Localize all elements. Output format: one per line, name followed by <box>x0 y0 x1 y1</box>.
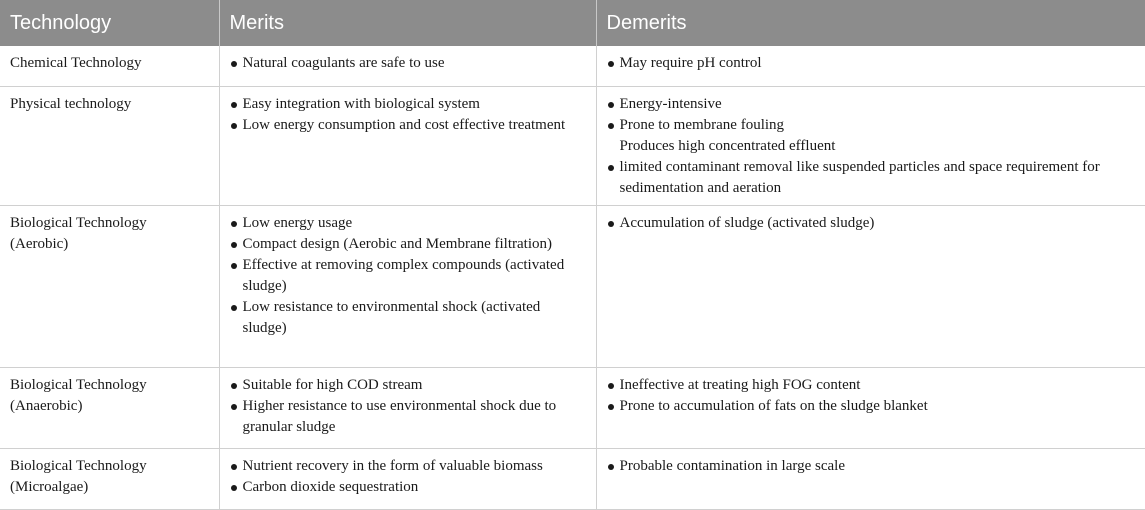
demerit-text: Produces high concentrated effluent <box>619 137 836 154</box>
merits-cell <box>219 86 596 205</box>
list-item <box>607 375 1136 396</box>
merit-text: Higher resistance to use environmental shock due to granular sludge <box>242 397 557 435</box>
merit-text: Compact design (Aerobic and Membrane filtration) <box>242 235 552 252</box>
list-item <box>230 375 586 396</box>
merits-list <box>230 456 586 498</box>
demerit-text: Ineffective at treating high FOG content <box>619 376 861 393</box>
demerits-cell <box>596 367 1145 448</box>
technology-cell <box>0 205 219 367</box>
list-item <box>607 213 1136 234</box>
list-item <box>230 115 586 136</box>
demerits-list <box>607 375 1136 417</box>
list-item <box>607 115 1136 136</box>
table-row <box>0 367 1145 448</box>
merits-cell <box>219 448 596 509</box>
list-item <box>607 94 1136 115</box>
technology-cell <box>0 367 219 448</box>
list-item <box>607 53 1136 74</box>
merit-text: Carbon dioxide sequestration <box>242 478 419 495</box>
technology-label: Biological Technology <box>10 214 147 231</box>
technology-label: Biological Technology <box>10 457 147 474</box>
list-item <box>230 213 586 234</box>
demerits-list <box>607 456 1136 477</box>
merit-text: Low energy consumption and cost effective treatment <box>242 116 566 133</box>
merit-text: Nutrient recovery in the form of valuable biomass <box>242 457 543 474</box>
list-item <box>230 477 586 498</box>
technology-cell <box>0 86 219 205</box>
header-technology: Technology <box>0 0 219 46</box>
merit-text: Suitable for high COD stream <box>242 376 423 393</box>
header-merits: Merits <box>219 0 596 46</box>
list-item <box>230 456 586 477</box>
merits-cell <box>219 205 596 367</box>
list-item <box>230 94 586 115</box>
technology-label: Physical technology <box>10 95 132 112</box>
demerit-text: Probable contamination in large scale <box>619 457 845 474</box>
demerits-cell <box>596 46 1145 86</box>
demerit-text: Prone to accumulation of fats on the sludge blanket <box>619 397 928 414</box>
merits-cell <box>219 46 596 86</box>
demerits-list <box>607 53 1136 74</box>
demerit-text: Accumulation of sludge (activated sludge) <box>619 214 875 231</box>
table-row <box>0 205 1145 367</box>
demerits-cell <box>596 86 1145 205</box>
merit-text: Effective at removing complex compounds (activated sludge) <box>242 256 565 294</box>
technology-cell <box>0 46 219 86</box>
table-row <box>0 46 1145 86</box>
list-item <box>230 396 586 438</box>
list-item <box>230 53 586 74</box>
list-item <box>607 136 1136 157</box>
list-item <box>607 396 1136 417</box>
list-item <box>230 297 586 339</box>
demerit-text: Energy-intensive <box>619 95 722 112</box>
technology-label: (Aerobic) <box>10 235 69 252</box>
merit-text: Easy integration with biological system <box>242 95 480 112</box>
merits-list <box>230 375 586 438</box>
header-row <box>0 0 1145 46</box>
table-header <box>0 0 1145 46</box>
technology-label: Chemical Technology <box>10 55 142 71</box>
demerits-cell <box>596 448 1145 509</box>
demerits-list <box>607 94 1136 199</box>
header-demerits: Demerits <box>596 0 1145 46</box>
list-item <box>230 234 586 255</box>
demerit-text: limited contaminant removal like suspended particles and space requirement for sedimentation and aeration <box>619 158 1100 196</box>
merit-text: Low energy usage <box>242 214 353 231</box>
merits-cell <box>219 367 596 448</box>
demerit-text: Prone to membrane fouling <box>619 116 785 133</box>
merit-text: Natural coagulants are safe to use <box>242 55 445 71</box>
merits-list <box>230 53 586 74</box>
technology-label: Biological Technology <box>10 376 147 393</box>
demerits-list <box>607 213 1136 234</box>
table-body <box>0 46 1145 509</box>
merit-text: Low resistance to environmental shock (activated sludge) <box>242 298 541 336</box>
demerits-cell <box>596 205 1145 367</box>
technology-label: (Anaerobic) <box>10 397 83 414</box>
table-row <box>0 448 1145 509</box>
list-item <box>607 456 1136 477</box>
table-row <box>0 86 1145 205</box>
merits-list <box>230 213 586 339</box>
merits-list <box>230 94 586 136</box>
demerit-text: May require pH control <box>619 55 762 71</box>
technology-cell <box>0 448 219 509</box>
technology-label: (Microalgae) <box>10 478 89 495</box>
list-item <box>230 255 586 297</box>
list-item <box>607 157 1136 199</box>
